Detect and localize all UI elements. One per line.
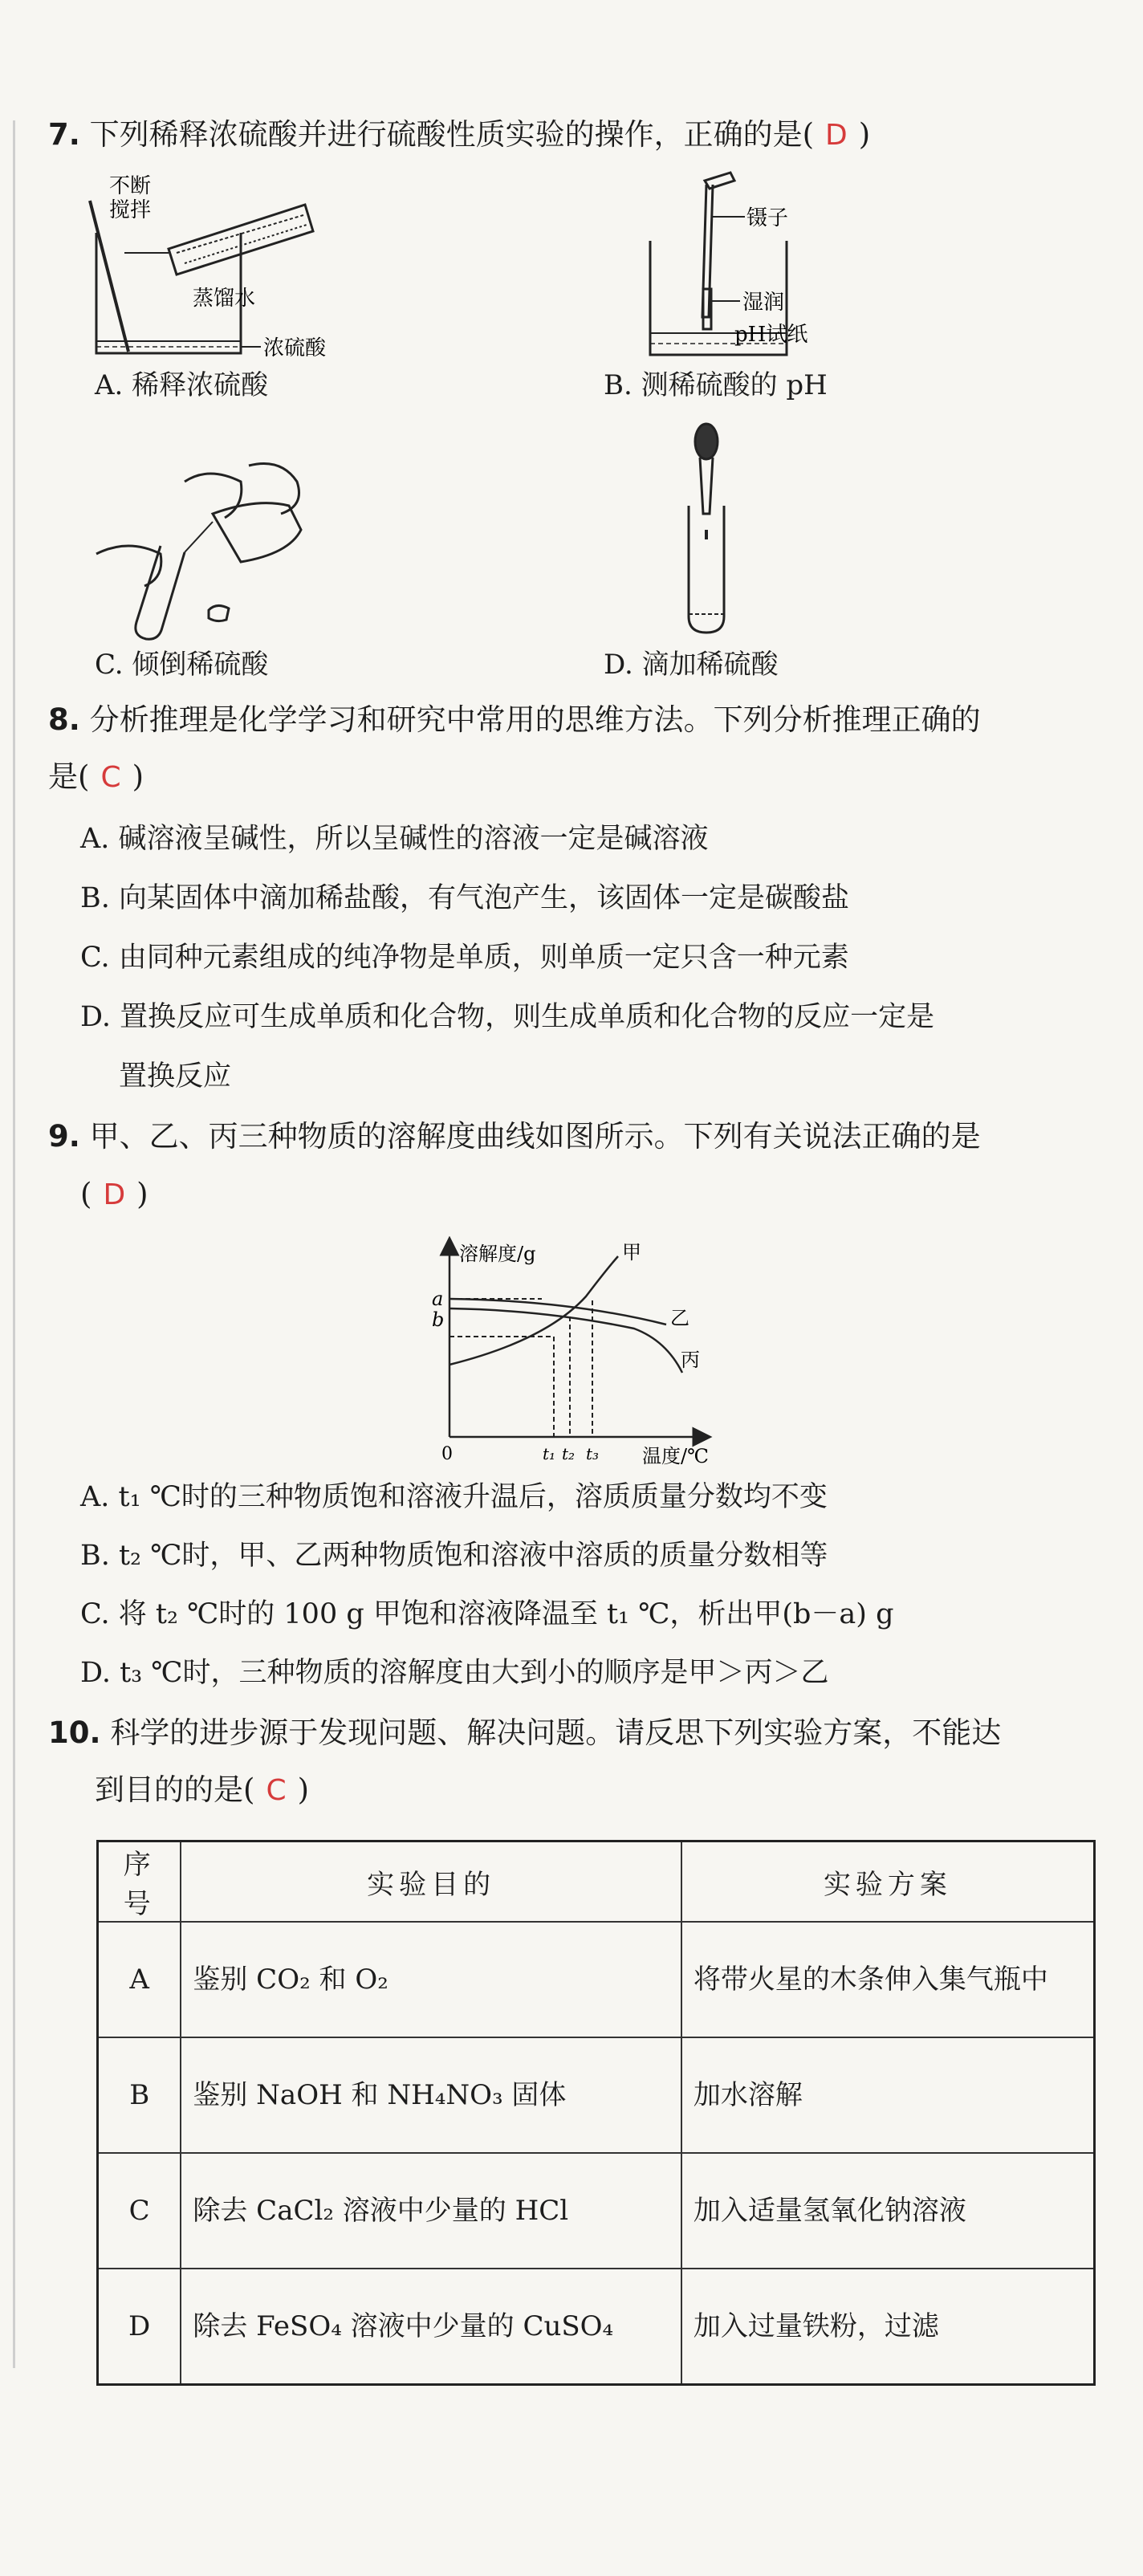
q7-stem-text: 下列稀释浓硫酸并进行硫酸性质实验的操作，正确的是( (89, 117, 815, 152)
graph-b: b (432, 1308, 445, 1331)
q7-number: 7. (48, 117, 80, 152)
header-purpose: 实验目的 (181, 1841, 681, 1923)
graph-bing: 丙 (681, 1349, 700, 1371)
q7-option-d: D. 滴加稀硫酸 (604, 649, 779, 681)
graph-t1: t₁ (543, 1444, 556, 1463)
q8-stem2: 是( (48, 759, 90, 794)
table-row (98, 2037, 1095, 2153)
q8-option-a: A. 碱溶液呈碱性，所以呈碱性的溶液一定是碱溶液 (80, 823, 709, 855)
label-water: 蒸馏水 (193, 287, 256, 311)
left-margin-rule (13, 120, 15, 2368)
graph-t2: t₂ (562, 1444, 576, 1463)
row-plan: 加入适量氢氧化钠溶液 (681, 2153, 1095, 2269)
row-plan: 加入过量铁粉，过滤 (681, 2269, 1095, 2385)
q7-figure-d (642, 417, 771, 642)
q7-figure-b (626, 169, 883, 361)
table-row (98, 2269, 1095, 2385)
q8-answer: C (100, 761, 121, 794)
row-purpose: 鉴别 NaOH 和 NH₄NO₃ 固体 (181, 2037, 681, 2153)
q8-option-d-line2: 置换反应 (119, 1060, 232, 1093)
q10-table (96, 1840, 1096, 2386)
table-row (98, 1922, 1095, 2037)
q10-answer: C (266, 1774, 287, 1807)
graph-jia: 甲 (622, 1241, 641, 1264)
label-ph-paper: pH试纸 (734, 323, 808, 347)
label-stir2: 搅拌 (109, 198, 152, 222)
q10-stem-text: 科学的进步源于发现问题、解决问题。请反思下列实验方案，不能达 (110, 1715, 1002, 1750)
q8-close-paren: ) (132, 759, 144, 794)
graph-ylabel: 溶解度/g (459, 1243, 536, 1265)
q9-stem2: ( (80, 1177, 92, 1211)
graph-a: a (432, 1288, 444, 1310)
q10-number: 10. (48, 1715, 101, 1750)
q9-option-c: C. 将 t₂ ℃时的 100 g 甲饱和溶液降温至 t₁ ℃，析出甲(b－a) g (80, 1598, 894, 1630)
table-row (98, 2153, 1095, 2269)
q9-option-a: A. t₁ ℃时的三种物质饱和溶液升温后，溶质质量分数均不变 (80, 1481, 828, 1513)
q7-option-a: A. 稀释浓硫酸 (95, 369, 269, 401)
label-conc-acid: 浓硫酸 (263, 336, 327, 360)
graph-t3: t₃ (586, 1444, 600, 1463)
q7-option-c: C. 倾倒稀硫酸 (95, 649, 269, 681)
graph-yi: 乙 (670, 1307, 689, 1329)
q7-figure-a (72, 169, 329, 361)
row-purpose: 除去 FeSO₄ 溶液中少量的 CuSO₄ (181, 2269, 681, 2385)
label-wet: 湿润 (742, 291, 785, 315)
graph-origin: 0 (441, 1444, 453, 1464)
q9-stem-line2 (80, 1175, 148, 1215)
q10-close-paren: ) (297, 1772, 310, 1807)
row-id: D (98, 2269, 181, 2385)
label-tweezers: 镊子 (746, 206, 789, 230)
q7-close-paren: ) (858, 117, 871, 152)
q9-answer: D (103, 1178, 126, 1211)
curve-bing (449, 1308, 682, 1373)
q9-option-b: B. t₂ ℃时，甲、乙两种物质饱和溶液中溶质的质量分数相等 (80, 1540, 828, 1572)
q7-stem (48, 116, 870, 155)
q10-stem (48, 1714, 1001, 1752)
q8-number: 8. (48, 702, 80, 737)
q8-option-d: D. 置换反应可生成单质和化合物，则生成单质和化合物的反应一定是 (80, 1001, 935, 1033)
header-plan: 实验方案 (681, 1841, 1095, 1923)
row-plan: 加水溶解 (681, 2037, 1095, 2153)
q10-stem-line2 (95, 1771, 309, 1810)
row-purpose: 鉴别 CO₂ 和 O₂ (181, 1922, 681, 2037)
row-purpose: 除去 CaCl₂ 溶液中少量的 HCl (181, 2153, 681, 2269)
row-plan: 将带火星的木条伸入集气瓶中 (681, 1922, 1095, 2037)
q9-option-d: D. t₃ ℃时，三种物质的溶解度由大到小的顺序是甲＞丙＞乙 (80, 1657, 829, 1689)
q9-stem-text: 甲、乙、丙三种物质的溶解度曲线如图所示。下列有关说法正确的是 (89, 1119, 981, 1154)
q8-option-c: C. 由同种元素组成的纯净物是单质，则单质一定只含一种元素 (80, 942, 849, 974)
q8-stem-text: 分析推理是化学学习和研究中常用的思维方法。下列分析推理正确的 (89, 702, 981, 737)
q9-close-paren: ) (136, 1177, 148, 1211)
q9-stem (48, 1117, 981, 1156)
q8-stem-line2 (48, 758, 144, 797)
table-header-row (98, 1841, 1095, 1923)
row-id: A (98, 1922, 181, 2037)
q8-stem (48, 701, 981, 739)
q9-number: 9. (48, 1119, 80, 1154)
label-stir: 不断 (109, 174, 152, 198)
row-id: B (98, 2037, 181, 2153)
q7-option-b: B. 测稀硫酸的 pH (604, 369, 828, 401)
q10-stem2: 到目的的是( (95, 1772, 255, 1807)
q8-option-b: B. 向某固体中滴加稀盐酸，有气泡产生，该固体一定是碳酸盐 (80, 882, 849, 914)
header-id: 序号 (98, 1841, 181, 1923)
graph-xlabel: 温度/℃ (642, 1445, 709, 1467)
q7-figure-c (88, 450, 329, 642)
q7-answer: D (825, 119, 848, 152)
row-id: C (98, 2153, 181, 2269)
q9-solubility-graph (425, 1236, 763, 1469)
